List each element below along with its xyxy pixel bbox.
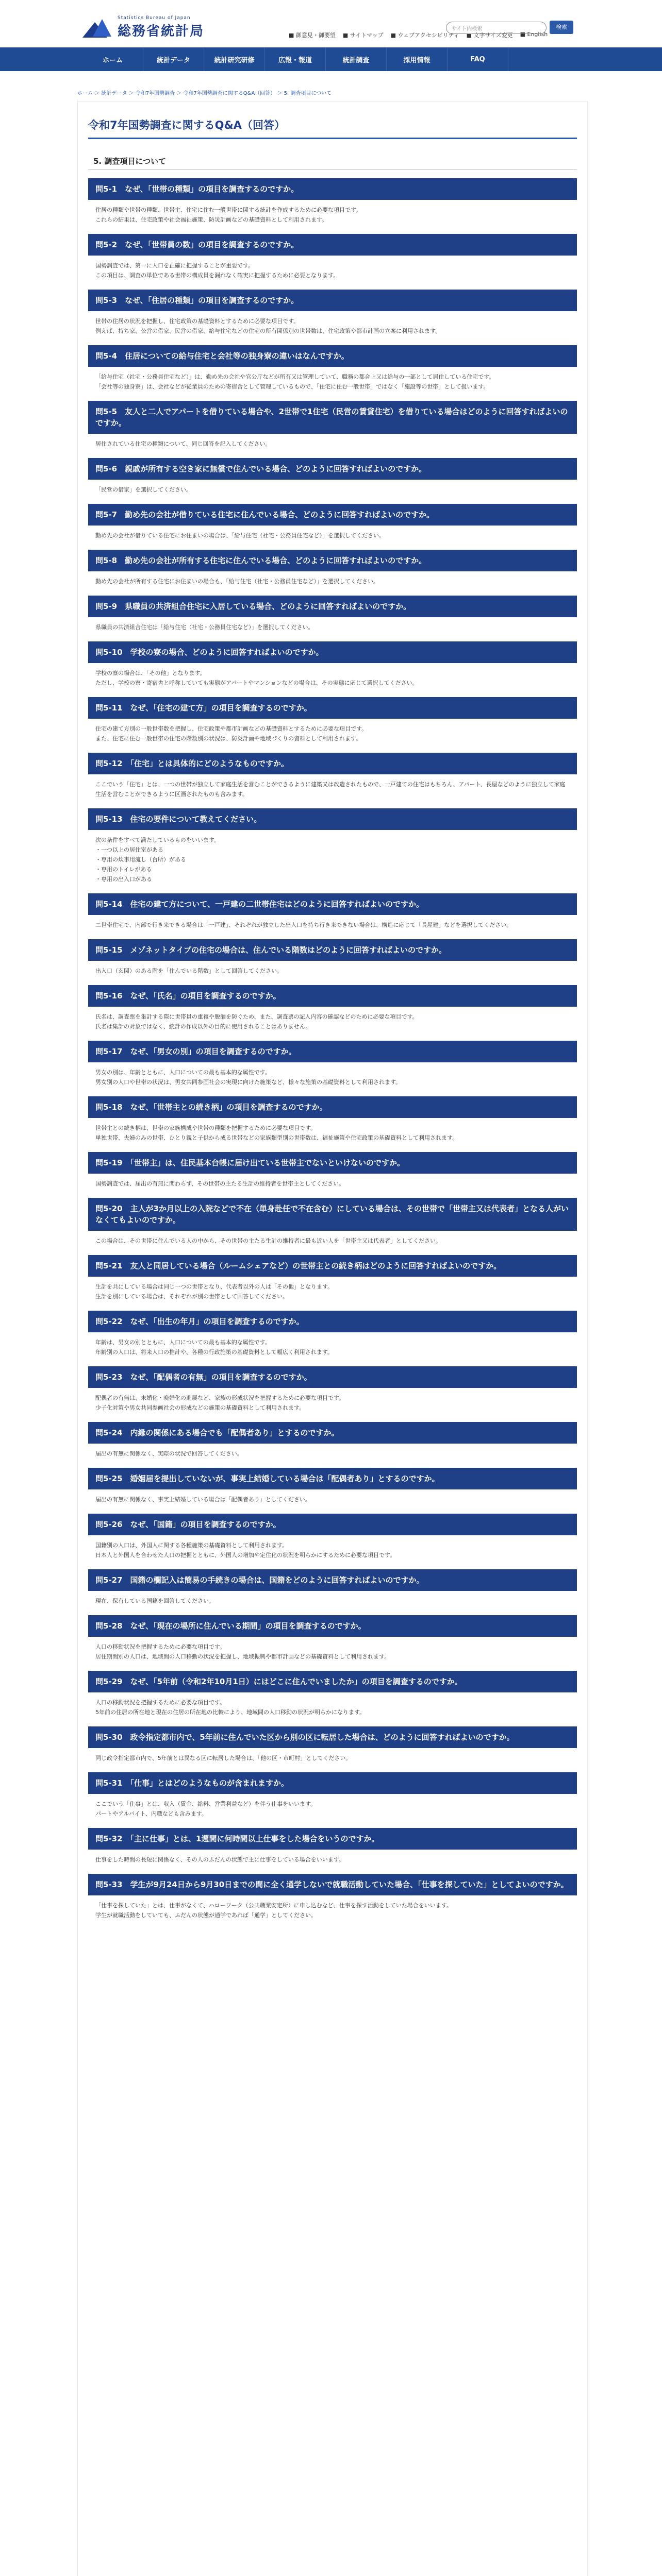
answer-paragraph: 学校の寮の場合は、「その他」となります。 bbox=[95, 670, 206, 676]
answer-paragraph: ・専用のトイレがある bbox=[95, 866, 152, 873]
answer-body bbox=[88, 1850, 577, 1865]
answer-paragraph: 同じ政令指定都市内で、5年前とは異なる区に転居した場合は、「他の区・市町村」としてください。 bbox=[95, 1755, 352, 1761]
question-heading: 問5-16 なぜ、「氏名」の項目を調査するのですか。 bbox=[88, 985, 577, 1007]
answer-body bbox=[88, 1591, 577, 1606]
search-input[interactable]: サイト内検索 bbox=[446, 22, 547, 34]
answer-paragraph: 住居の種類や世帯の種類、世帯主、住宅に住む一般世帯に関する統計を作成するために必要な項目です。 bbox=[95, 207, 362, 213]
section-heading: 5. 調査項目について bbox=[88, 152, 577, 170]
answer-paragraph: 少子化対策や男女共同参画社会の形成などの施策の基礎資料として利用されます。 bbox=[95, 1404, 305, 1411]
answer-body bbox=[88, 1444, 577, 1459]
breadcrumb[interactable]: ホーム ＞ 統計データ ＞ 令和7年国勢調査 ＞ 令和7年国勢調査に関するQ&A（回答） ＞ 5. 調査項目について bbox=[77, 91, 332, 96]
answer-paragraph: 出入口（玄関）のある階を「住んでいる階数」として回答してください。 bbox=[95, 968, 283, 974]
answer-paragraph: 現在、保有している国籍を回答してください。 bbox=[95, 1598, 214, 1604]
nav-home[interactable]: ホーム bbox=[82, 47, 143, 71]
question-heading: 問5-20 主人が3か月以上の入院などで不在（単身赴任で不在含む）にしている場合は、その世帯で「世帯主又は代表者」となる人がいなくてもよいのですか。 bbox=[88, 1198, 577, 1231]
answer-paragraph: 男女の別は、年齢とともに、人口についての最も基本的な属性です。 bbox=[95, 1069, 271, 1076]
question-heading: 問5-27 国籍の欄記入は簡易の手続きの場合は、国籍をどのように回答すればよいのですか。 bbox=[88, 1569, 577, 1591]
qa-item bbox=[88, 234, 577, 280]
answer-paragraph: 世帯主との続き柄は、世帯の家族構成や世帯の種類を把握するために必要な項目です。 bbox=[95, 1125, 317, 1131]
logo-en-text: Statistics Bureau of Japan bbox=[118, 15, 191, 21]
answer-paragraph: ・専用の出入口がある bbox=[95, 876, 152, 883]
answer-paragraph: ・一つ以上の居住室がある bbox=[95, 846, 163, 853]
qa-item bbox=[88, 893, 577, 930]
question-heading: 問5-3 なぜ、「住居の種類」の項目を調査するのですか。 bbox=[88, 290, 577, 311]
qa-item bbox=[88, 753, 577, 799]
nav-statistics-data[interactable]: 統計データ bbox=[143, 47, 204, 71]
answer-paragraph: 「民営の借家」を選択してください。 bbox=[95, 486, 192, 493]
logo-ja-text: 総務省統計局 bbox=[118, 24, 205, 39]
qa-item bbox=[88, 1828, 577, 1865]
answer-paragraph: ここでいう「仕事」とは、収入（賃金、給料、営業利益など）を伴う仕事をいいます。 bbox=[95, 1801, 317, 1807]
qa-item bbox=[88, 1671, 577, 1717]
answer-paragraph: 勤め先の会社が所有する住宅にお住まいの場合も、「給与住宅（社宅・公務員住宅など）」を選択してください。 bbox=[95, 578, 379, 585]
answer-paragraph: 次の条件をすべて満たしているものをいいます。 bbox=[95, 837, 220, 843]
answer-body bbox=[88, 1388, 577, 1413]
answer-body bbox=[88, 719, 577, 743]
qa-item bbox=[88, 504, 577, 540]
top-link-feedback[interactable]: ■ 御意見・御要望 bbox=[289, 32, 336, 39]
question-heading: 問5-19 「世帯主」は、住民基本台帳に届け出ている世帯主でないといけないのですか。 bbox=[88, 1152, 577, 1174]
answer-body bbox=[88, 1692, 577, 1717]
answer-body bbox=[88, 1895, 577, 1920]
answer-paragraph: 年齢は、男女の別とともに、人口についての最も基本的な属性です。 bbox=[95, 1339, 271, 1346]
qa-item bbox=[88, 345, 577, 392]
answer-body bbox=[88, 1062, 577, 1087]
qa-item bbox=[88, 458, 577, 495]
search-button[interactable]: 検索 bbox=[550, 21, 573, 34]
answer-body bbox=[88, 1794, 577, 1819]
question-heading: 問5-6 親戚が所有する空き家に無償で住んでいる場合、どのように回答すればよいのですか。 bbox=[88, 458, 577, 480]
answer-body bbox=[88, 1637, 577, 1662]
answer-paragraph: 「給与住宅（社宅・公務員住宅など）」は、勤め先の会社や官公庁などが所有又は管理していて、職務の都合上又は給与の一部として居住している住宅です。 bbox=[95, 374, 495, 380]
answer-paragraph: 「仕事を探していた」とは、仕事がなくて、ハローワーク（公共職業安定所）に申し込むなど、仕事を探す活動をしていた場合をいいます。 bbox=[95, 1902, 452, 1909]
answer-paragraph: ・専用の炊事用流し（台所）がある bbox=[95, 856, 186, 863]
answer-body bbox=[88, 571, 577, 586]
answer-body bbox=[88, 311, 577, 336]
answer-paragraph: 男女別の人口や世帯の状況は、男女共同参画社会の実現に向けた施策など、様々な施策の基礎資料として利用されます。 bbox=[95, 1079, 402, 1086]
answer-paragraph: 居住されている住宅の種類について、同じ回答を記入してください。 bbox=[95, 440, 271, 447]
answer-body bbox=[88, 480, 577, 495]
answer-body bbox=[88, 915, 577, 930]
qa-item bbox=[88, 1311, 577, 1357]
qa-item bbox=[88, 596, 577, 632]
answer-paragraph: 年齢別の人口は、将来人口の推計や、各種の行政施策の基礎資料として幅広く利用されます。 bbox=[95, 1349, 333, 1355]
answer-paragraph: この場合は、その世帯に住んでいる人の中から、その世帯の主たる生計の維持者に最も近い人を「世帯主又は代表者」としてください。 bbox=[95, 1238, 441, 1244]
logo-mark-icon bbox=[82, 17, 112, 39]
answer-paragraph: 住宅の建て方別の一般世帯数を把握し、住宅政策や都市計画などの基礎資料とするために必要な項目です。 bbox=[95, 725, 368, 732]
qa-item bbox=[88, 697, 577, 743]
qa-item bbox=[88, 1422, 577, 1459]
site-logo[interactable] bbox=[82, 15, 204, 40]
answer-paragraph: 勤め先の会社が借りている住宅にお住まいの場合は、「給与住宅（社宅・公務員住宅など）」を選択してください。 bbox=[95, 532, 385, 539]
qa-item bbox=[88, 1468, 577, 1504]
answer-paragraph: 学生が就職活動をしていても、ふだんの状態が通学であれば「通学」としてください。 bbox=[95, 1912, 317, 1919]
nav-surveys[interactable]: 統計調査 bbox=[326, 47, 387, 71]
answer-paragraph: 国勢調査では、第一に人口を正確に把握することが重要です。 bbox=[95, 262, 254, 269]
question-heading: 問5-23 なぜ、「配偶者の有無」の項目を調査するのですか。 bbox=[88, 1366, 577, 1388]
answer-paragraph: 日本人と外国人を合わせた人口の把握とともに、外国人の増加や定住化の状況を明らかにするために必要な項目です。 bbox=[95, 1552, 396, 1558]
answer-body bbox=[88, 256, 577, 280]
answer-body bbox=[88, 663, 577, 688]
answer-body bbox=[88, 1332, 577, 1357]
question-heading: 問5-17 なぜ、「男女の別」の項目を調査するのですか。 bbox=[88, 1041, 577, 1062]
answer-body bbox=[88, 367, 577, 392]
answer-paragraph: 仕事をした時間の長短に関係なく、その人のふだんの状態で主に仕事をしている場合をいいます。 bbox=[95, 1856, 344, 1863]
nav-recruitment[interactable]: 採用情報 bbox=[387, 47, 448, 71]
answer-paragraph: ここでいう「住宅」とは、一つの世帯が独立して家庭生活を営むことができるように建築又は改造されたもので、一戸建ての住宅はもちろん、アパート、長屋などのように独立して家庭生活を営むことができるように区画されたものも含みます。 bbox=[95, 781, 566, 798]
answer-paragraph: ただし、学校の寮・寄宿舎と呼称していても実態がアパートやマンションなどの場合は、その実態に応じて選択してください。 bbox=[95, 680, 418, 686]
nav-faq[interactable]: FAQ bbox=[448, 47, 508, 71]
site-header bbox=[0, 0, 662, 47]
qa-item bbox=[88, 1366, 577, 1413]
nav-press[interactable]: 広報・報道 bbox=[265, 47, 326, 71]
answer-paragraph: また、住宅に住む一般世帯の住宅の階数別の状況は、防災計画や地域づくりの資料として利用されます。 bbox=[95, 735, 362, 742]
question-heading: 問5-22 なぜ、「出生の年月」の項目を調査するのですか。 bbox=[88, 1311, 577, 1332]
answer-paragraph: 人口の移動状況を把握するために必要な項目です。 bbox=[95, 1643, 226, 1650]
main-content bbox=[77, 101, 588, 2576]
answer-paragraph: 氏名は集計の対象ではなく、統計の作成以外の目的に使用されることはありません。 bbox=[95, 1023, 311, 1030]
question-heading: 問5-11 なぜ、「住宅の建て方」の項目を調査するのですか。 bbox=[88, 697, 577, 719]
answer-paragraph: パートやアルバイト、内職なども含みます。 bbox=[95, 1810, 207, 1817]
question-heading: 問5-28 なぜ、「現在の場所に住んでいる期間」の項目を調査するのですか。 bbox=[88, 1615, 577, 1637]
answer-paragraph: 世帯の住居の状況を把握し、住宅政策の基礎資料とするために必要な項目です。 bbox=[95, 318, 300, 325]
question-heading: 問5-33 学生が9月24日から9月30日までの間に全く通学しないで就職活動していた場合、「仕事を探していた」としてよいのですか。 bbox=[88, 1874, 577, 1895]
qa-item bbox=[88, 1152, 577, 1189]
answer-body bbox=[88, 526, 577, 540]
qa-item bbox=[88, 1255, 577, 1301]
qa-item bbox=[88, 1874, 577, 1920]
question-heading: 問5-26 なぜ、「国籍」の項目を調査するのですか。 bbox=[88, 1514, 577, 1535]
question-heading: 問5-24 内縁の関係にある場合でも「配偶者あり」とするのですか。 bbox=[88, 1422, 577, 1444]
answer-body bbox=[88, 200, 577, 225]
page-title: 令和7年国勢調査に関するQ&A（回答） bbox=[88, 117, 577, 139]
answer-paragraph: 氏名は、調査票を集計する際に世帯員の重複や脱漏を防ぐため、また、調査票の記入内容の確認などのために必要な項目です。 bbox=[95, 1013, 418, 1020]
answer-body bbox=[88, 1535, 577, 1560]
answer-body bbox=[88, 1007, 577, 1031]
qa-item bbox=[88, 808, 577, 884]
qa-item bbox=[88, 1569, 577, 1606]
question-heading: 問5-30 政令指定都市内で、5年前に住んでいた区から別の区に転居した場合は、どのように回答すればよいのですか。 bbox=[88, 1726, 577, 1748]
qa-item bbox=[88, 641, 577, 688]
question-heading: 問5-12 「住宅」とは具体的にどのようなものですか。 bbox=[88, 753, 577, 774]
qa-item bbox=[88, 290, 577, 336]
top-link-english[interactable]: ■ English bbox=[520, 31, 548, 38]
answer-body bbox=[88, 774, 577, 799]
answer-body bbox=[88, 1118, 577, 1143]
question-heading: 問5-5 友人と二人でアパートを借りている場合や、2世帯で1住宅（民営の賃貸住宅）を借りている場合はどのように回答すればよいのですか。 bbox=[88, 401, 577, 434]
answer-body bbox=[88, 961, 577, 976]
qa-item bbox=[88, 1615, 577, 1662]
answer-paragraph: 配偶者の有無は、未婚化・晩婚化の進展など、家族の形成状況を把握するために必要な項目です。 bbox=[95, 1395, 345, 1401]
question-heading: 問5-1 なぜ、「世帯の種類」の項目を調査するのですか。 bbox=[88, 178, 577, 200]
qa-item bbox=[88, 1726, 577, 1763]
answer-body bbox=[88, 1489, 577, 1504]
qa-item bbox=[88, 939, 577, 976]
qa-item bbox=[88, 178, 577, 225]
qa-list bbox=[88, 178, 577, 1920]
answer-paragraph: 届出の有無に関係なく、実際の状況で回答してください。 bbox=[95, 1450, 243, 1457]
answer-paragraph: これらの結果は、住宅政策や社会福祉施策、防災計画などの基礎資料として利用されます。 bbox=[95, 216, 328, 223]
top-link-accessibility[interactable]: ■ ウェブアクセシビリティ bbox=[390, 32, 459, 39]
question-heading: 問5-32 「主に仕事」とは、1週間に何時間以上仕事をした場合をいうのですか。 bbox=[88, 1828, 577, 1850]
answer-paragraph: 二世帯住宅で、内部で行き来できる場合は「一戸建」、それぞれが独立した出入口を持ち行き来できない場合は、構造に応じて「長屋建」などを選択してください。 bbox=[95, 922, 512, 928]
answer-body bbox=[88, 1748, 577, 1763]
answer-paragraph: 県職員の共済組合住宅は「給与住宅（社宅・公務員住宅など）」を選択してください。 bbox=[95, 624, 314, 631]
question-heading: 問5-13 住宅の要件について教えてください。 bbox=[88, 808, 577, 830]
question-heading: 問5-31 「仕事」とはどのようなものが含まれますか。 bbox=[88, 1772, 577, 1794]
top-link-sitemap[interactable]: ■ サイトマップ bbox=[342, 32, 384, 39]
answer-body bbox=[88, 1277, 577, 1301]
answer-paragraph: 単独世帯、夫婦のみの世帯、ひとり親と子供から成る世帯などの家族類型別の世帯数は、福祉施策や住宅政策の基礎資料として利用されます。 bbox=[95, 1134, 458, 1141]
qa-item bbox=[88, 401, 577, 449]
question-heading: 問5-21 友人と同居している場合（ルームシェアなど）の世帯主との続き柄はどのように回答すればよいのですか。 bbox=[88, 1255, 577, 1277]
answer-paragraph: 届出の有無に関係なく、事実上結婚している場合は「配偶者あり」としてください。 bbox=[95, 1496, 311, 1503]
question-heading: 問5-9 県職員の共済組合住宅に入居している場合、どのように回答すればよいのですか。 bbox=[88, 596, 577, 617]
question-heading: 問5-29 なぜ、「5年前（令和2年10月1日）にはどこに住んでいましたか」の項目を調査するのですか。 bbox=[88, 1671, 577, 1692]
answer-body bbox=[88, 1174, 577, 1189]
question-heading: 問5-14 住宅の建て方について、一戸建の二世帯住宅はどのように回答すればよいのですか。 bbox=[88, 893, 577, 915]
answer-paragraph: 国勢調査では、届出の有無に関わらず、その世帯の主たる生計の維持者を世帯主としてください。 bbox=[95, 1180, 345, 1187]
answer-paragraph: この項目は、調査の単位である世帯の構成員を漏れなく確実に把握するために必要となります。 bbox=[95, 272, 339, 279]
qa-item bbox=[88, 1041, 577, 1087]
answer-paragraph: 生計を共にしている場合は同じ一つの世帯となり、代表者以外の人は「その他」となります。 bbox=[95, 1283, 334, 1290]
answer-paragraph: 国籍別の人口は、外国人に関する各種施策の基礎資料として利用されます。 bbox=[95, 1542, 288, 1549]
answer-paragraph: 5年前の住居の所在地と現在の住居の所在地の比較により、地域間の人口移動の状況が明らかになります。 bbox=[95, 1709, 366, 1716]
qa-item bbox=[88, 1096, 577, 1143]
question-heading: 問5-2 なぜ、「世帯員の数」の項目を調査するのですか。 bbox=[88, 234, 577, 256]
qa-item bbox=[88, 1514, 577, 1560]
global-nav bbox=[0, 47, 662, 71]
question-heading: 問5-4 住居についての給与住宅と会社等の独身寮の違いはなんですか。 bbox=[88, 345, 577, 367]
answer-body bbox=[88, 617, 577, 632]
question-heading: 問5-8 勤め先の会社が所有する住宅に住んでいる場合、どのように回答すればよいのですか。 bbox=[88, 550, 577, 571]
qa-item bbox=[88, 550, 577, 586]
answer-paragraph: 「会社等の独身寮」は、会社などが従業員のための寄宿舎として管理しているもので、「住宅に住む一般世帯」ではなく「施設等の世帯」として扱います。 bbox=[95, 383, 489, 390]
answer-body bbox=[88, 830, 577, 884]
question-heading: 問5-25 婚姻届を提出していないが、事実上結婚している場合は「配偶者あり」とするのですか。 bbox=[88, 1468, 577, 1489]
top-link-font-size[interactable]: ■ 文字サイズ変更 bbox=[466, 32, 513, 39]
answer-paragraph: 居住期間別の人口は、地域間の人口移動の状況を把握し、地域振興や都市計画などの基礎資料として利用されます。 bbox=[95, 1653, 390, 1660]
nav-research-training[interactable]: 統計研究研修 bbox=[204, 47, 265, 71]
question-heading: 問5-10 学校の寮の場合、どのように回答すればよいのですか。 bbox=[88, 641, 577, 663]
answer-body bbox=[88, 1231, 577, 1246]
answer-body bbox=[88, 434, 577, 449]
qa-item bbox=[88, 1772, 577, 1819]
question-heading: 問5-7 勤め先の会社が借りている住宅に住んでいる場合、どのように回答すればよいのですか。 bbox=[88, 504, 577, 526]
question-heading: 問5-15 メゾネットタイプの住宅の場合は、住んでいる階数はどのように回答すればよいのですか。 bbox=[88, 939, 577, 961]
question-heading: 問5-18 なぜ、「世帯主との続き柄」の項目を調査するのですか。 bbox=[88, 1096, 577, 1118]
answer-paragraph: 生計を別にしている場合は、それぞれが別の世帯として回答してください。 bbox=[95, 1293, 288, 1300]
qa-item bbox=[88, 1198, 577, 1246]
answer-paragraph: 例えば、持ち家、公営の借家、民営の借家、給与住宅などの住宅の所有関係別の世帯数は、住宅政策や都市計画の立案に利用されます。 bbox=[95, 328, 441, 334]
answer-paragraph: 人口の移動状況を把握するために必要な項目です。 bbox=[95, 1699, 226, 1706]
qa-item bbox=[88, 985, 577, 1031]
